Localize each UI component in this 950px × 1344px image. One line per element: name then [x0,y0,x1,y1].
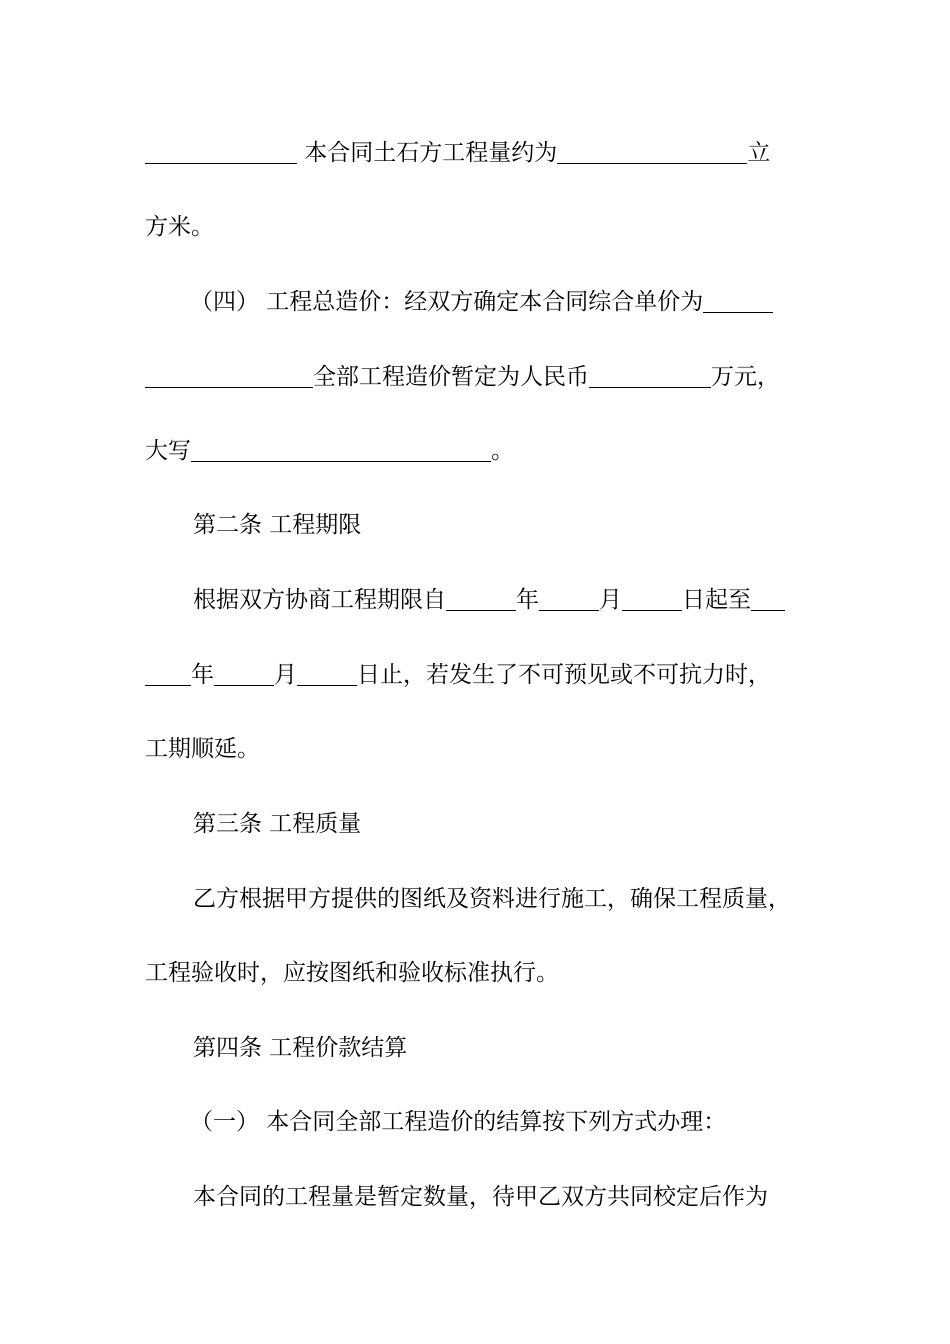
article-3-heading: 第三条 工程质量 [193,811,362,837]
fill-blank [703,290,773,313]
fill-blank [214,663,274,686]
line-settlement-detail: 本合同的工程量是暂定数量，待甲乙双方共同校定后作为 [193,1184,768,1210]
line-period-start: 根据双方协商工程期限自 年 月 日起至 [193,585,785,615]
line-period-extension: 工期顺延。 [145,736,260,762]
fill-blank [145,365,313,388]
fill-blank [145,663,191,686]
fill-blank [446,588,516,611]
article-2-heading: 第二条 工程期限 [193,512,362,538]
article-4-heading: 第四条 工程价款结算 [193,1035,408,1061]
line-earthwork-quantity: 本合同土石方工程量约为 立 [145,138,770,168]
fill-blank [622,588,682,611]
line-quality-2: 工程验收时，应按图纸和验收标准执行。 [145,960,559,986]
fill-blank [751,588,785,611]
clause-1-settlement: （一） 本合同全部工程造价的结算按下列方式办理： [190,1109,727,1135]
clause-4-total-cost: （四） 工程总造价：经双方确定本合同综合单价为 [190,287,773,317]
fill-blank [539,588,599,611]
fill-blank [297,663,357,686]
line-amount-in-words: 大写 。 [145,438,514,464]
fill-blank [145,141,297,164]
line-period-end: 年 月 日止，若发生了不可预见或不可抗力时， [145,660,771,690]
line-cubic-meters: 方米。 [145,214,214,240]
fill-blank [557,141,747,164]
line-total-price: 全部工程造价暂定为人民币 万元， [145,362,780,392]
fill-blank [589,365,711,388]
fill-blank [191,439,491,462]
line-quality-1: 乙方根据甲方提供的图纸及资料进行施工，确保工程质量， [193,886,791,912]
